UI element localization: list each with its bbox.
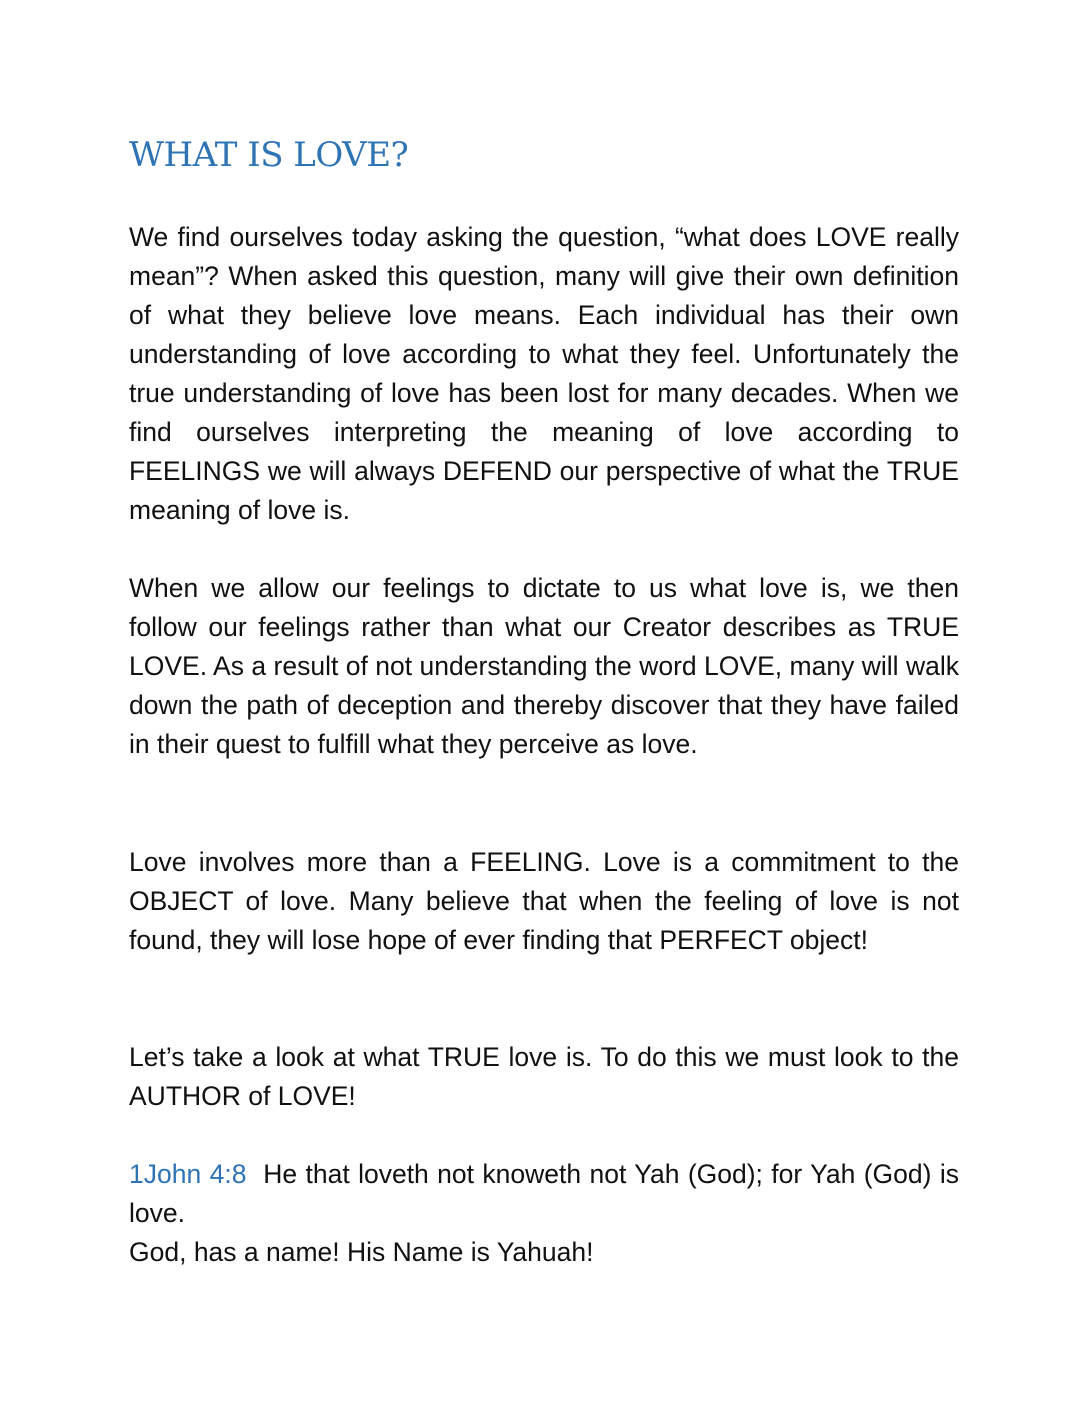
page-title: WHAT IS LOVE? — [129, 135, 409, 175]
paragraph-commitment: Love involves more than a FEELING. Love is a commitment to the OBJECT of love. Many believe that when the feeling of love is not found, they will lose hope of ever finding that PERFECT object! — [129, 847, 959, 955]
paragraph-author-of-love: Let’s take a look at what TRUE love is. To do this we must look to the AUTHOR of LOVE! — [129, 1042, 959, 1111]
scripture-reference: 1John 4:8 — [129, 1159, 247, 1189]
paragraph-love-meaning: We find ourselves today asking the question, “what does LOVE really mean”? When asked this question, many will give their own definition of what they believe love means. Each individual has their own understanding of love according to what they feel. Unfortunately the true understanding of love has been lost for many decades. When we find ourselves interpreting the meaning of love according to FEELINGS we will always DEFEND our perspective of what the TRUE meaning of love is. — [129, 222, 959, 525]
closing-line: God, has a name! His Name is Yahuah! — [129, 1237, 594, 1267]
scripture-quote — [129, 1155, 959, 1233]
paragraph-feelings: When we allow our feelings to dictate to us what love is, we then follow our feelings rather than what our Creator describes as TRUE LOVE. As a result of not understanding the word LOVE, many will walk down the path of deception and thereby discover that they have failed in their quest to fulfill what they perceive as love. — [129, 573, 959, 759]
scripture-text: He that loveth not knoweth not Yah (God); for Yah (God) is love. — [129, 1159, 959, 1228]
